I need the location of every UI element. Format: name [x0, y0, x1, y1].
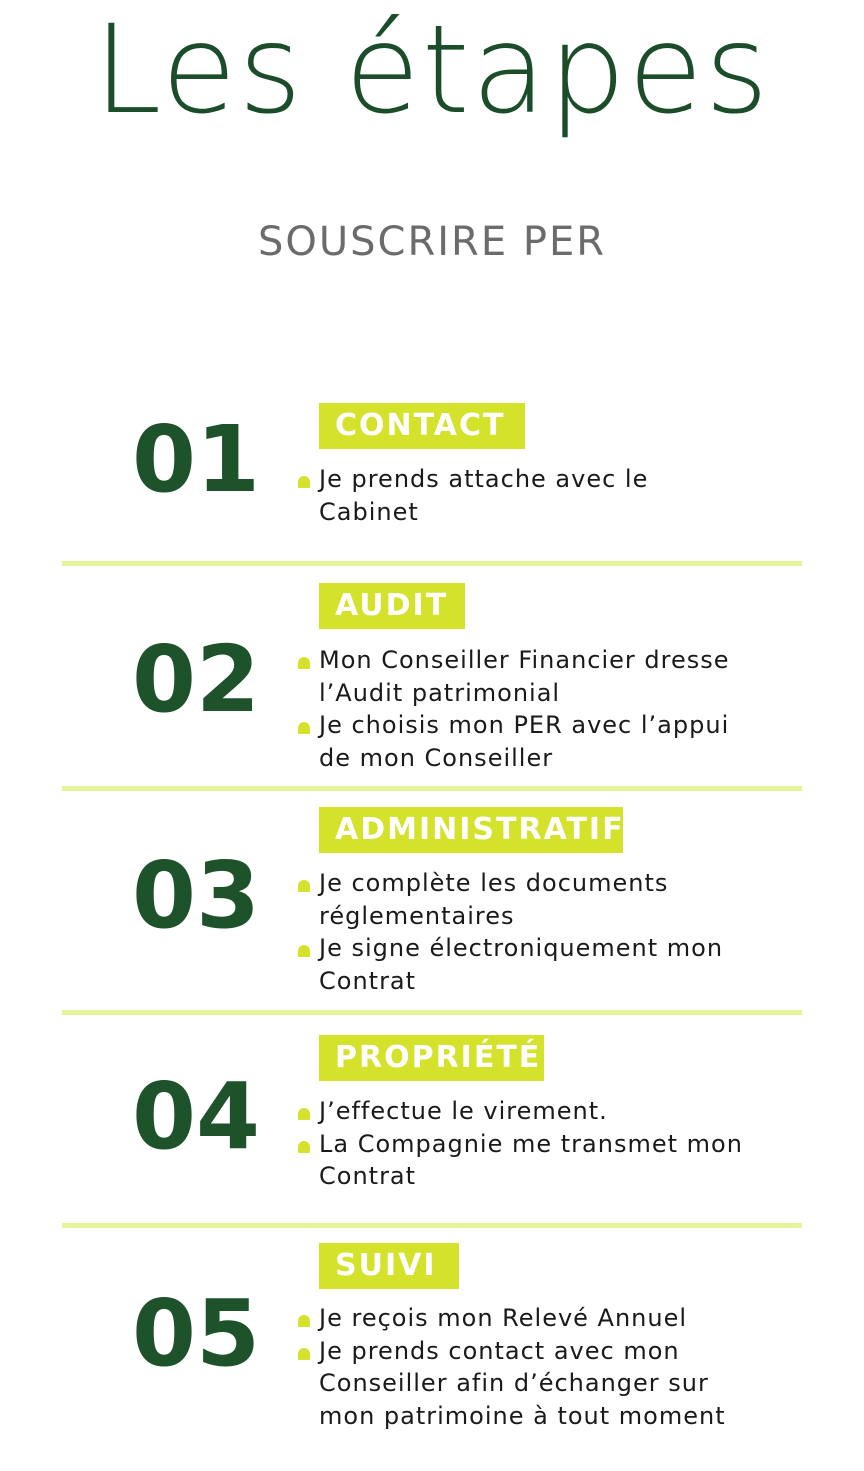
- list-item: [297, 644, 747, 709]
- list-item: [297, 1335, 747, 1433]
- bullet-icon: [298, 1348, 310, 1360]
- list-item-text: Je complète les documents réglementaires: [319, 869, 669, 930]
- step-number-01: 01: [131, 406, 261, 513]
- bullet-icon: [298, 880, 310, 892]
- bullet-icon: [298, 1108, 310, 1120]
- step-number-04: 04: [131, 1063, 261, 1170]
- bullet-icon: [298, 1141, 310, 1153]
- list-item: [297, 1128, 747, 1193]
- list-item: [297, 932, 747, 997]
- divider: [62, 561, 802, 566]
- step-list-05: [297, 1302, 747, 1432]
- list-item: [297, 1302, 747, 1335]
- bullet-icon: [298, 722, 310, 734]
- list-item-text: Je signe électroniquement mon Contrat: [319, 934, 724, 995]
- step-tag-audit: AUDIT: [319, 583, 465, 629]
- list-item: [297, 709, 747, 774]
- page-subtitle: SOUSCRIRE PER: [257, 219, 607, 265]
- step-tag-contact: CONTACT: [319, 403, 525, 449]
- step-number-02: 02: [131, 626, 261, 733]
- divider: [62, 786, 802, 791]
- bullet-icon: [298, 945, 310, 957]
- step-list-03: [297, 867, 747, 997]
- list-item-text: La Compagnie me transmet mon Contrat: [319, 1129, 743, 1190]
- step-list-02: [297, 644, 747, 774]
- list-item-text: Je prends attache avec le Cabinet: [319, 465, 649, 526]
- step-tag-administratif: ADMINISTRATIF: [319, 807, 623, 853]
- step-number-05: 05: [131, 1280, 261, 1387]
- bullet-icon: [298, 476, 310, 488]
- list-item-text: Je reçois mon Relevé Annuel: [319, 1304, 688, 1332]
- step-tag-propriete: PROPRIÉTÉ: [319, 1035, 544, 1081]
- step-number-03: 03: [131, 842, 261, 949]
- page-title: Les étapes: [93, 0, 771, 141]
- list-item: [297, 867, 747, 932]
- divider: [62, 1010, 802, 1015]
- bullet-icon: [298, 657, 310, 669]
- list-item-text: Je choisis mon PER avec l’appui de mon Conseiller: [319, 711, 730, 772]
- divider: [62, 1223, 802, 1228]
- list-item-text: Je prends contact avec mon Conseiller afin d’échanger sur mon patrimoine à tout moment: [319, 1336, 726, 1430]
- step-list-01: [297, 463, 677, 528]
- list-item: [297, 463, 677, 528]
- bullet-icon: [298, 1315, 310, 1327]
- list-item-text: Mon Conseiller Financier dresse l’Audit patrimonial: [319, 646, 730, 707]
- step-list-04: [297, 1095, 747, 1193]
- list-item: [297, 1095, 747, 1128]
- list-item-text: J’effectue le virement.: [319, 1097, 608, 1125]
- step-tag-suivi: SUIVI: [319, 1243, 459, 1289]
